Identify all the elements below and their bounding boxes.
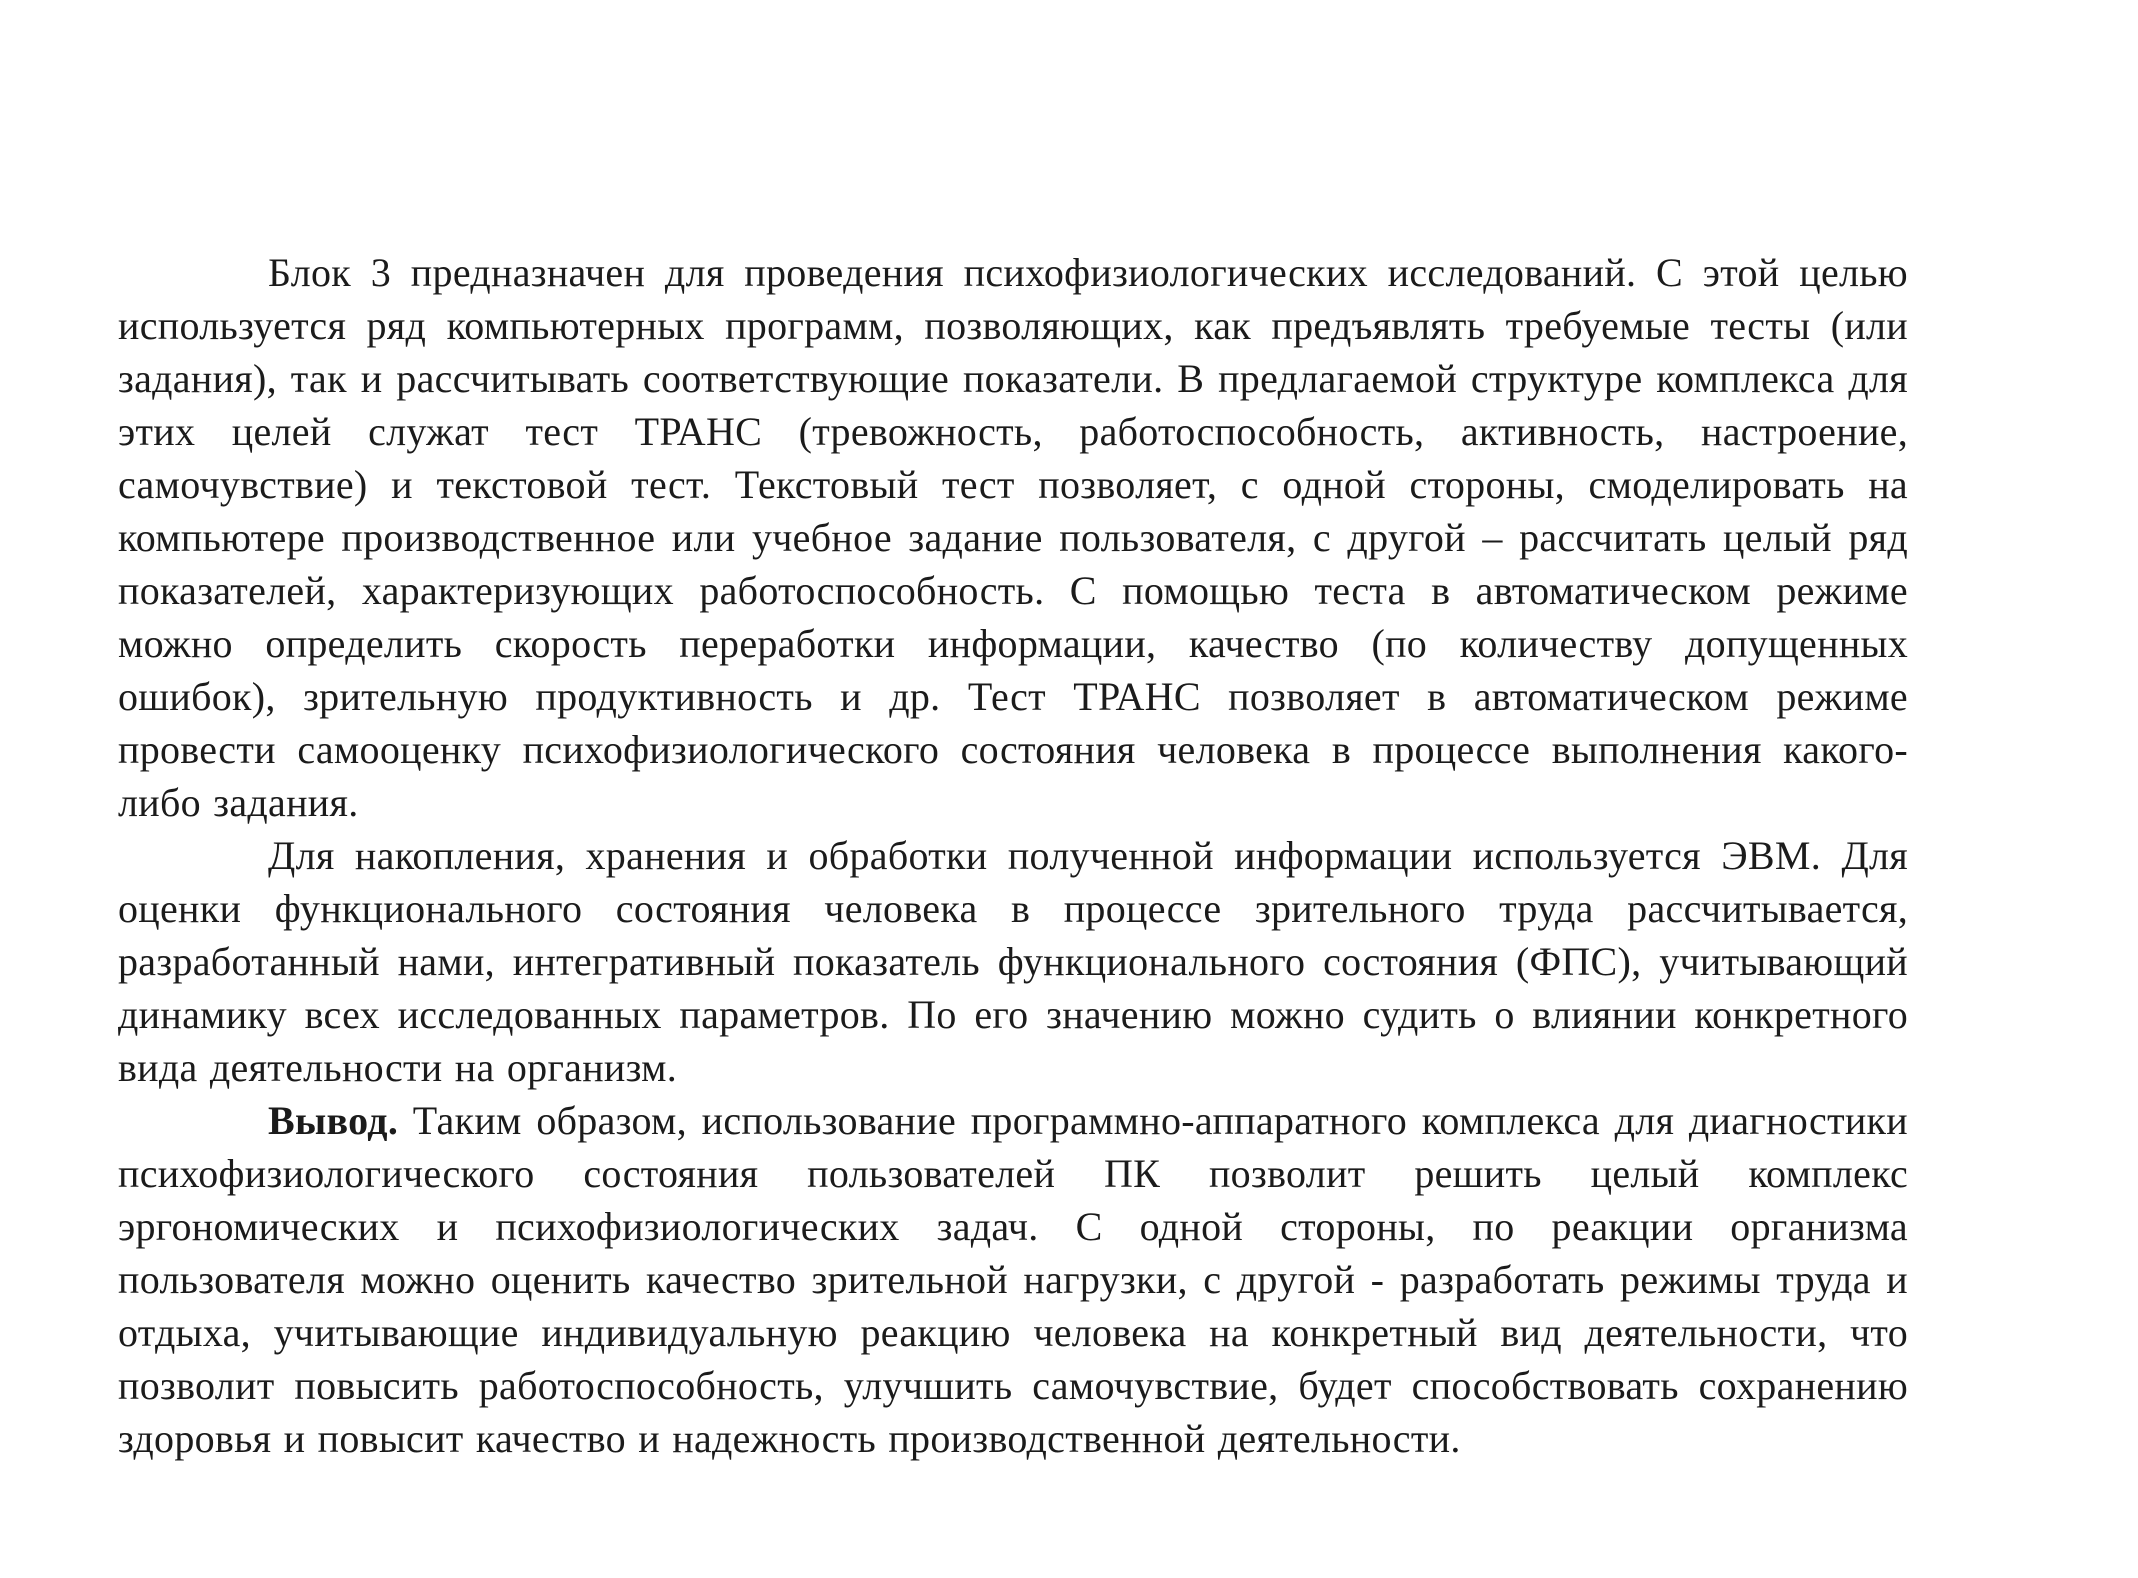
- paragraph-data-processing: Для накопления, хранения и обработки полученной информации используется ЭВМ. Для оценки функционального состояния человека в процессе зрительного труда рассчитывается, разработанный нами, интегративный показатель функционального состояния (ФПС), учитывающий динамику всех исследованных параметров. По его значению можно судить о влиянии конкретного вида деятельности на организм.: [118, 833, 1908, 1090]
- paragraph-conclusion: [118, 1094, 1908, 1465]
- conclusion-label: Вывод.: [268, 1098, 399, 1143]
- body-text: [118, 246, 1908, 1465]
- paragraph-block-3: Блок 3 предназначен для проведения психофизиологических исследований. С этой целью используется ряд компьютерных программ, позволяющих, как предъявлять требуемые тесты (или задания), так и рассчитывать соответствующие показатели. В предлагаемой структуре комплекса для этих целей служат тест ТРАНС (тревожность, работоспособность, активность, настроение, самочувствие) и текстовой тест. Текстовый тест позволяет, с одной стороны, смоделировать на компьютере производственное или учебное задание пользователя, с другой – рассчитать целый ряд показателей, характеризующих работоспособность. С помощью теста в автоматическом режиме можно определить скорость переработки информации, качество (по количеству допущенных ошибок), зрительную продуктивность и др. Тест ТРАНС позволяет в автоматическом режиме провести самооценку психофизиологического состояния человека в процессе выполнения какого-либо задания.: [118, 250, 1908, 825]
- conclusion-text: Таким образом, использование программно-аппаратного комплекса для диагностики психофизиологического состояния пользователей ПК позволит решить целый комплекс эргономических и психофизиологических задач. С одной стороны, по реакции организма пользователя можно оценить качество зрительной нагрузки, с другой - разработать режимы труда и отдыха, учитывающие индивидуальную реакцию человека на конкретный вид деятельности, что позволит повысить работоспособность, улучшить самочувствие, будет способствовать сохранению здоровья и повысит качество и надежность производственной деятельности.: [118, 1098, 1908, 1461]
